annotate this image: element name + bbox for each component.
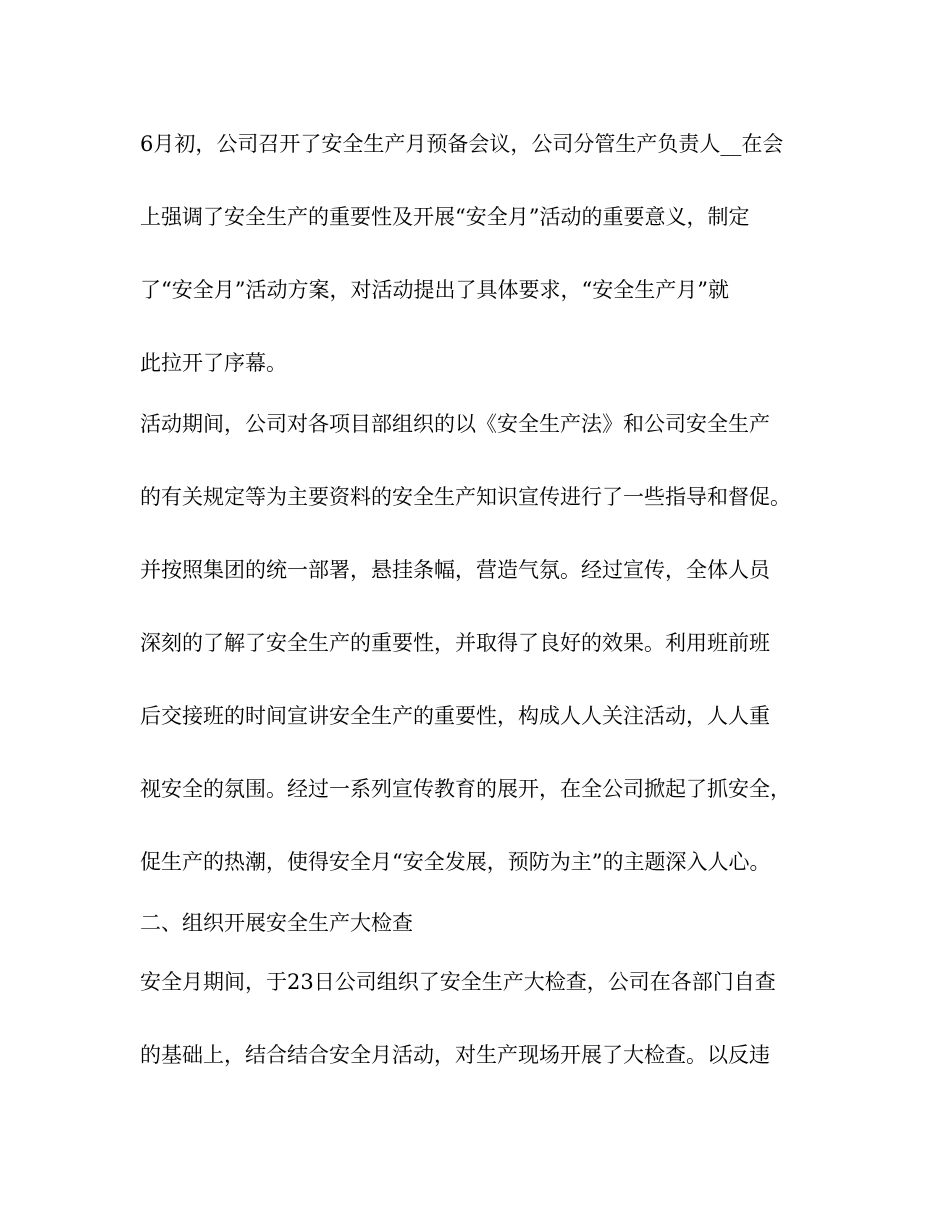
paragraph-line: 深刻的了解了安全生产的重要性，并取得了良好的效果。利用班前班 xyxy=(140,631,770,655)
paragraph-line: 的有关规定等为主要资料的安全生产知识宣传进行了一些指导和督促。 xyxy=(140,485,791,509)
paragraph-line: 了“安全月”活动方案，对活动提出了具体要求，“安全生产月”就 xyxy=(140,278,729,302)
paragraph-line: 视安全的氛围。经过一系列宣传教育的展开，在全公司掀起了抓安全， xyxy=(140,777,791,801)
paragraph-line: 的基础上，结合结合安全月活动，对生产现场开展了大检查。以反违 xyxy=(140,1043,770,1067)
paragraph-line: 后交接班的时间宣讲安全生产的重要性，构成人人关注活动，人人重 xyxy=(140,704,770,728)
section-heading: 二、组织开展安全生产大检查 xyxy=(140,911,413,935)
paragraph-line: 并按照集团的统一部署，悬挂条幅，营造气氛。经过宣传，全体人员 xyxy=(140,558,770,582)
paragraph-line: 上强调了安全生产的重要性及开展“安全月”活动的重要意义，制定 xyxy=(140,205,750,229)
paragraph-line: 促生产的热潮，使得安全月“安全发展，预防为主”的主题深入人心。 xyxy=(140,850,771,874)
paragraph-line: 活动期间，公司对各项目部组织的以《安全生产法》和公司安全生产 xyxy=(140,412,770,436)
paragraph-line: 安全月期间，于23日公司组织了安全生产大检查，公司在各部门自查 xyxy=(140,970,776,994)
paragraph-line: 6月初，公司召开了安全生产月预备会议，公司分管生产负责人__在会 xyxy=(140,132,784,156)
paragraph-line: 此拉开了序幕。 xyxy=(140,351,287,375)
